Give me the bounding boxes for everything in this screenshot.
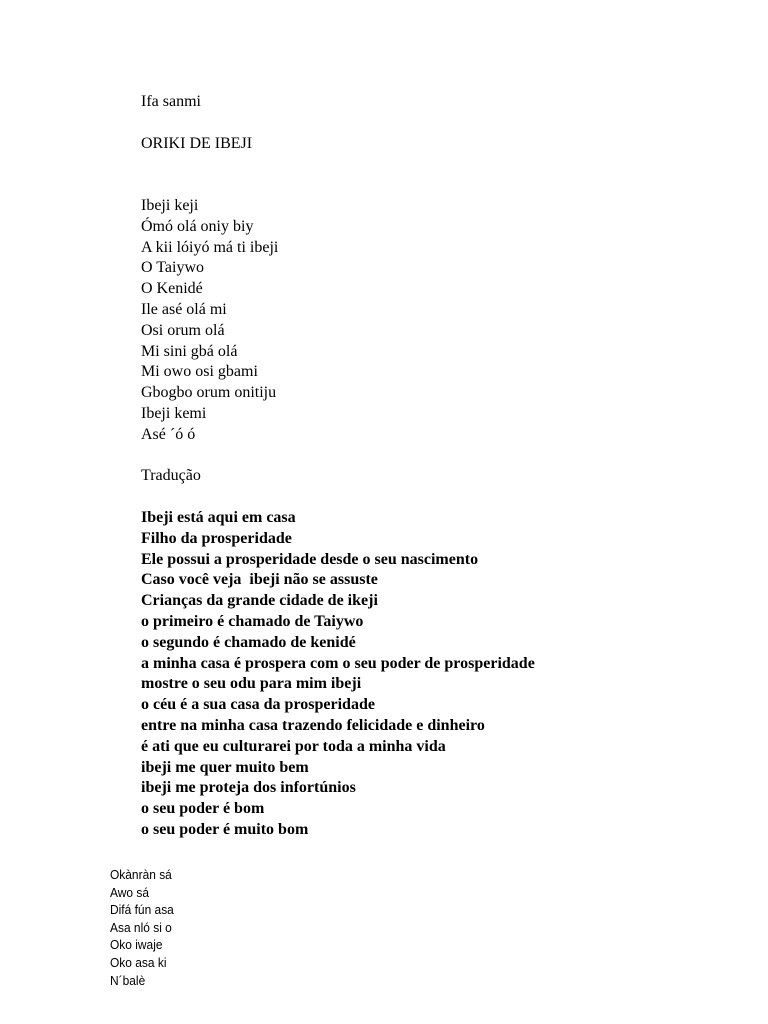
verse-line: O Kenidé — [141, 280, 203, 298]
verse-line: Ile asé olá mi — [141, 300, 227, 318]
footer-line: Awo sá — [110, 884, 150, 900]
footer-line: Oko asa ki — [110, 954, 167, 970]
verse-line: O Taiywo — [141, 259, 205, 277]
verse-line: Ómó olá oniy biy — [141, 217, 254, 235]
footer-line: Okànràn sá — [110, 867, 172, 882]
translation-line: Filho da prosperidade — [141, 529, 292, 547]
translation-line: mostre o seu odu para mim ibeji — [141, 675, 362, 693]
verse-line: Osi orum olá — [141, 321, 225, 339]
translation-heading-block — [141, 466, 201, 487]
document-title: ORIKI DE IBEJI — [141, 135, 253, 152]
translation-line: o primeiro é chamado de Taiywo — [141, 612, 364, 630]
verse-line: Gbogbo orum onitiju — [141, 384, 277, 402]
translation-line: o seu poder é muito bom — [141, 820, 309, 838]
translation-line: o céu é a sua casa da prosperidade — [141, 696, 375, 714]
footer-line: Asa nló si o — [110, 919, 172, 935]
verse-line: A kii lóiyó má ti ibeji — [141, 238, 279, 256]
translation-line: Crianças da grande cidade de ikeji — [141, 592, 378, 610]
oriki-verse — [141, 196, 278, 446]
translation-line: Ibeji está aqui em casa — [141, 509, 296, 526]
footer-verse — [110, 866, 174, 989]
author-name: Ifa sanmi — [141, 93, 201, 110]
footer-line: Difá fún asa — [110, 902, 174, 918]
verse-line: Ibeji keji — [141, 197, 199, 214]
translation-line: o segundo é chamado de kenidé — [141, 633, 356, 651]
verse-line: Asé ´ó ó — [141, 425, 196, 443]
verse-line: Ibeji kemi — [141, 404, 207, 422]
translation-line: entre na minha casa trazendo felicidade e dinheiro — [141, 716, 485, 734]
translation-line: Ele possui a prosperidade desde o seu nascimento — [141, 550, 479, 568]
translation-line: a minha casa é prospera com o seu poder de prosperidade — [141, 654, 535, 672]
translation-line: o seu poder é bom — [141, 800, 265, 818]
translation-heading: Tradução — [141, 467, 201, 484]
footer-line: Oko iwaje — [110, 937, 163, 953]
document-title-block — [141, 134, 252, 155]
translation-line: é ati que eu culturarei por toda a minha vida — [141, 737, 446, 755]
verse-line: Mi sini gbá olá — [141, 342, 238, 360]
footer-line: N´balè — [110, 972, 146, 988]
translation-line: ibeji me proteja dos infortúnios — [141, 779, 356, 797]
verse-line: Mi owo osi gbami — [141, 363, 258, 381]
translation-line: Caso você veja ibeji não se assuste — [141, 571, 378, 589]
author-line — [141, 92, 201, 113]
translation-line: ibeji me quer muito bem — [141, 758, 309, 776]
translation-verse — [141, 508, 535, 841]
